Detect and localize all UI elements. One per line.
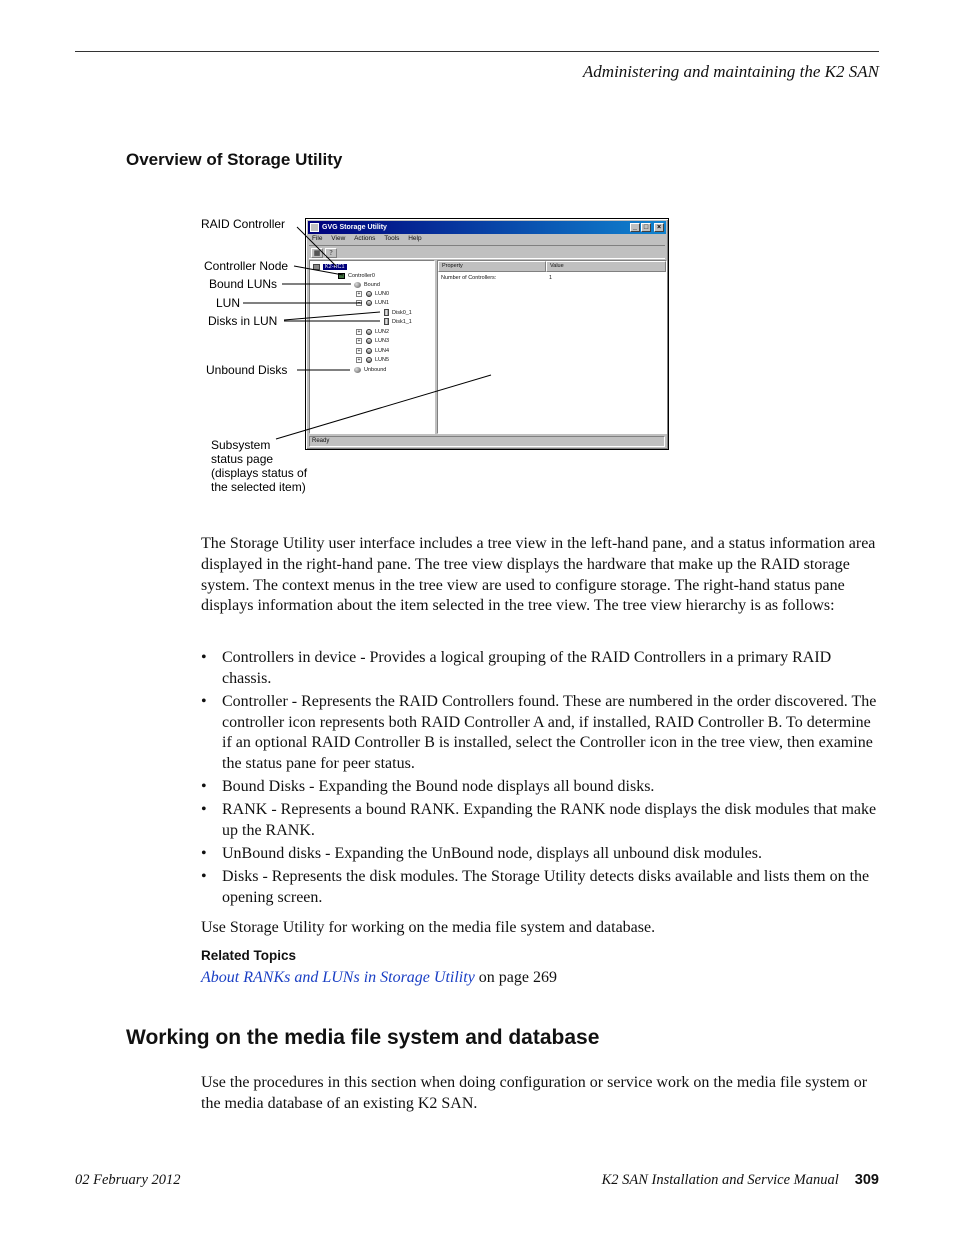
tree-node-controller[interactable] (338, 272, 375, 280)
intro-paragraph: The Storage Utility user interface includes a tree view in the left-hand pane, and a status information area displayed in the right-hand pane. The tree view displays the hardware that make up the RAID storage system. The context menus in the tree view are used to configure storage. The right-hand status pane displays information about the item selected in the tree view. The tree view hierarchy is as follows: (201, 535, 876, 615)
callout-subsystem-line2: status page (211, 452, 274, 466)
tree-node-lun5[interactable] (356, 356, 389, 364)
tree-label-lun3: LUN3 (375, 338, 390, 344)
status-pane (437, 260, 667, 434)
callout-raid-controller: RAID Controller (201, 217, 286, 231)
footer-date: 02 February 2012 (75, 1172, 181, 1188)
tree-node-lun0[interactable] (356, 290, 389, 298)
running-header: Administering and maintaining the K2 SAN (582, 62, 879, 81)
tree-node-lun3[interactable] (356, 337, 389, 345)
footer-manual-title: K2 SAN Installation and Service Manual (601, 1172, 839, 1188)
callout-lun: LUN (216, 296, 241, 310)
callout-bound-luns: Bound LUNs (209, 277, 278, 291)
disk-icon (384, 318, 389, 325)
lun-icon (366, 357, 372, 363)
expand-icon[interactable]: + (357, 328, 361, 335)
column-header-value[interactable]: Value (546, 261, 666, 272)
tree-label-controller: Controller0 (348, 273, 375, 279)
storage-utility-window (305, 218, 669, 450)
menu-tools[interactable]: Tools (384, 235, 400, 242)
expand-icon[interactable]: + (357, 290, 361, 297)
related-topic-page-ref: on page 269 (474, 969, 557, 986)
close-icon[interactable]: × (654, 223, 664, 232)
footer-manual (602, 1172, 879, 1189)
related-topic-link[interactable]: About RANKs and LUNs in Storage Utility (201, 969, 475, 986)
app-icon (310, 223, 319, 232)
list-item: • UnBound disks - Expanding the UnBound node, displays all unbound disk modules. (201, 844, 879, 865)
tree-label-unbound: Unbound (364, 367, 387, 373)
window-title: GVG Storage Utility (322, 224, 387, 231)
status-bar (309, 436, 665, 447)
hierarchy-list (201, 648, 879, 911)
tree-node-root[interactable] (313, 263, 347, 271)
lun-icon (366, 300, 372, 306)
tree-label-bound: Bound (364, 282, 380, 288)
table-cell-value: 1 (549, 275, 553, 281)
related-topic-line (201, 968, 879, 989)
maximize-icon[interactable]: □ (641, 223, 651, 232)
minimize-icon[interactable]: _ (630, 223, 640, 232)
expand-icon[interactable]: + (357, 347, 361, 354)
tree-node-lun4[interactable] (356, 347, 389, 355)
table-cell-property: Number of Controllers: (441, 275, 497, 281)
tree-view-pane (309, 260, 435, 434)
list-item: • Disks - Represents the disk modules. The Storage Utility detects disks available and lists them on the opening screen. (201, 867, 879, 909)
tree-label-lun2: LUN2 (375, 329, 390, 335)
tree-node-lun2[interactable] (356, 328, 389, 336)
lun-icon (366, 348, 372, 354)
disk-icon (384, 309, 389, 316)
tree-node-bound[interactable] (354, 281, 380, 289)
expand-icon[interactable]: + (357, 356, 361, 363)
menu-file[interactable]: File (312, 235, 323, 242)
expand-icon[interactable]: + (357, 337, 361, 344)
toolbar (309, 245, 665, 259)
tree-label-lun1: LUN1 (375, 300, 390, 306)
controller-icon (338, 273, 345, 279)
tree-node-lun1[interactable] (356, 299, 389, 307)
help-icon[interactable]: ? (325, 248, 337, 258)
device-icon (313, 264, 320, 270)
tree-label-root: K2-RC1 (325, 264, 345, 270)
related-topics-heading: Related Topics (201, 948, 297, 963)
tree-node-disk0[interactable] (384, 309, 412, 317)
callout-subsystem-line1: Subsystem (211, 438, 271, 452)
page-number: 309 (854, 1172, 879, 1188)
section-heading-media-file-system: Working on the media file system and database (126, 1026, 600, 1049)
collapse-icon[interactable]: − (357, 299, 361, 306)
status-text: Ready (312, 438, 330, 444)
unbound-group-icon (354, 367, 361, 373)
lun-icon (366, 329, 372, 335)
section-heading-overview: Overview of Storage Utility (126, 150, 343, 169)
tree-label-disk1: Disk1_1 (392, 319, 412, 325)
callout-disks-in-lun: Disks in LUN (208, 314, 278, 328)
properties-icon[interactable]: ▦ (311, 248, 323, 258)
list-item: • Bound Disks - Expanding the Bound node displays all bound disks. (201, 777, 879, 798)
list-item: • RANK - Represents a bound RANK. Expanding the RANK node displays the disk modules that make up the RANK. (201, 800, 879, 842)
tree-node-unbound[interactable] (354, 366, 386, 374)
lun-icon (366, 291, 372, 297)
callout-subsystem (211, 438, 307, 494)
menu-bar (309, 234, 665, 244)
tree-label-lun5: LUN5 (375, 357, 390, 363)
tree-node-disk1[interactable] (384, 318, 412, 326)
list-item: • Controller - Represents the RAID Controllers found. These are numbered in the order discovered. The controller icon represents both RAID Controller A and, if installed, RAID Controller B. To determine if an optional RAID Controller B is installed, select the Controller icon in the tree view, then examine the status pane for peer status. (201, 692, 879, 775)
list-item: • Controllers in device - Provides a logical grouping of the RAID Controllers in a primary RAID chassis. (201, 648, 879, 690)
bound-group-icon (354, 282, 361, 288)
menu-actions[interactable]: Actions (354, 235, 376, 242)
tree-label-lun0: LUN0 (375, 291, 390, 297)
media-procedures-paragraph: Use the procedures in this section when doing configuration or service work on the media file system or the media database of an existing K2 SAN. (201, 1074, 868, 1112)
menu-help[interactable]: Help (408, 235, 422, 242)
callout-subsystem-line3: (displays status of (211, 466, 308, 480)
menu-view[interactable]: View (331, 235, 346, 242)
callout-subsystem-line4: the selected item) (211, 480, 306, 494)
callout-controller-node: Controller Node (204, 259, 289, 273)
tree-label-disk0: Disk0_1 (392, 310, 412, 316)
closing-paragraph: Use Storage Utility for working on the media file system and database. (201, 919, 656, 936)
column-header-property[interactable]: Property (438, 261, 546, 272)
callout-unbound-disks: Unbound Disks (206, 363, 288, 377)
window-titlebar (308, 221, 666, 234)
tree-label-lun4: LUN4 (375, 348, 390, 354)
header-rule (75, 51, 879, 52)
lun-icon (366, 338, 372, 344)
